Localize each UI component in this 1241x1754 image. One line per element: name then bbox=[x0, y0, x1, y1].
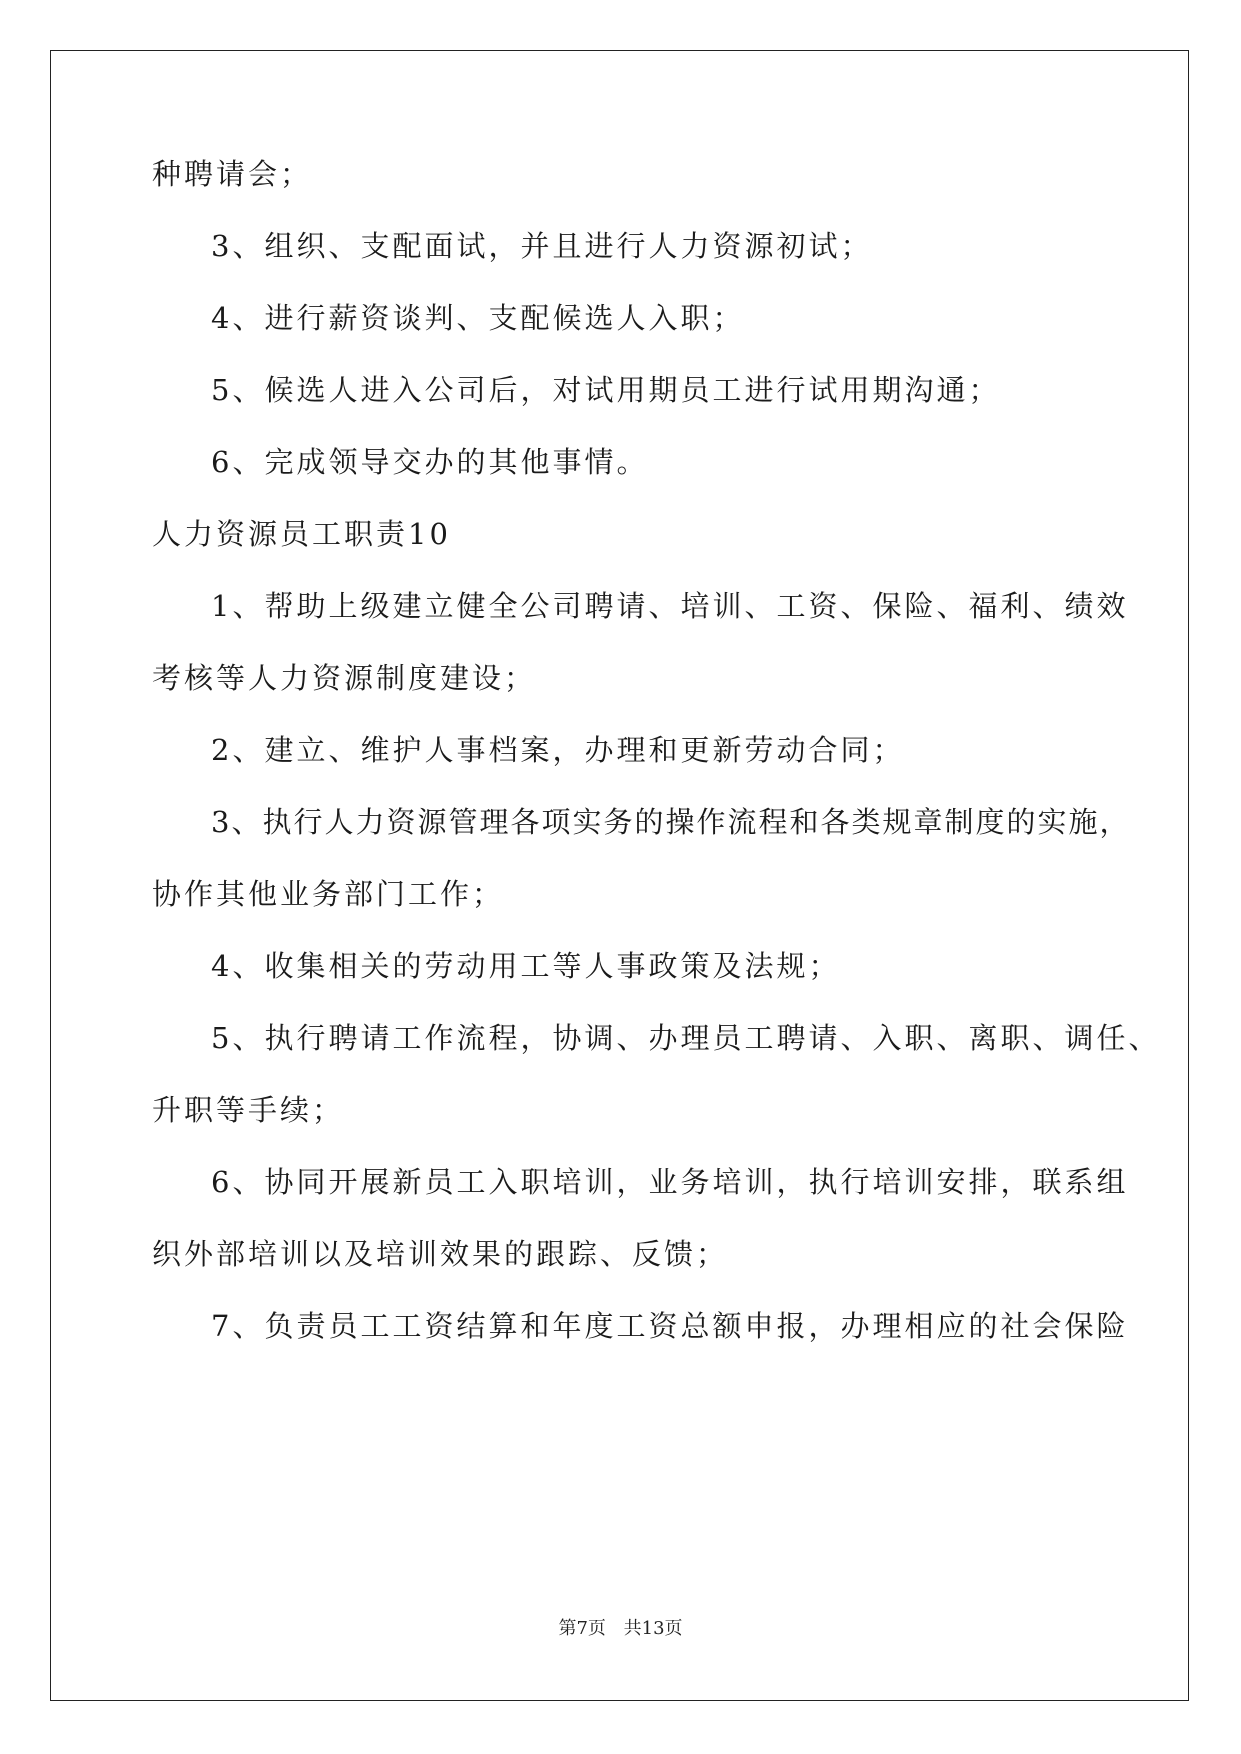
text-line: 考核等人力资源制度建设； bbox=[152, 661, 537, 695]
text-line: 3、组织、支配面试，并且进行人力资源初试； bbox=[211, 229, 873, 263]
text-line: 6、协同开展新员工入职培训，业务培训，执行培训安排，联系组 bbox=[211, 1165, 1129, 1199]
text-line: 5、候选人进入公司后，对试用期员工进行试用期沟通； bbox=[211, 373, 1001, 407]
text-line: 4、进行薪资谈判、支配候选人入职； bbox=[211, 301, 745, 335]
text-line: 6、完成领导交办的其他事情。 bbox=[211, 445, 649, 479]
text-line: 升职等手续； bbox=[152, 1093, 345, 1127]
text-line: 1、帮助上级建立健全公司聘请、培训、工资、保险、福利、绩效 bbox=[211, 589, 1129, 623]
text-line: 协作其他业务部门工作； bbox=[152, 877, 505, 911]
page-number: 第7页 bbox=[558, 1618, 606, 1639]
text-line: 7、负责员工工资结算和年度工资总额申报，办理相应的社会保险 bbox=[211, 1309, 1129, 1343]
text-line: 3、执行人力资源管理各项实务的操作流程和各类规章制度的实施， bbox=[211, 805, 1131, 839]
text-line: 2、建立、维护人事档案，办理和更新劳动合同； bbox=[211, 733, 905, 767]
section-heading: 人力资源员工职责10 bbox=[152, 517, 451, 551]
text-line: 织外部培训以及培训效果的跟踪、反馈； bbox=[152, 1237, 729, 1271]
page-footer bbox=[0, 1618, 1241, 1640]
text-line: 4、收集相关的劳动用工等人事政策及法规； bbox=[211, 949, 841, 983]
page-total: 共13页 bbox=[623, 1618, 683, 1639]
text-line: 5、执行聘请工作流程，协调、办理员工聘请、入职、离职、调任、 bbox=[211, 1021, 1161, 1055]
text-line: 种聘请会； bbox=[152, 157, 313, 191]
